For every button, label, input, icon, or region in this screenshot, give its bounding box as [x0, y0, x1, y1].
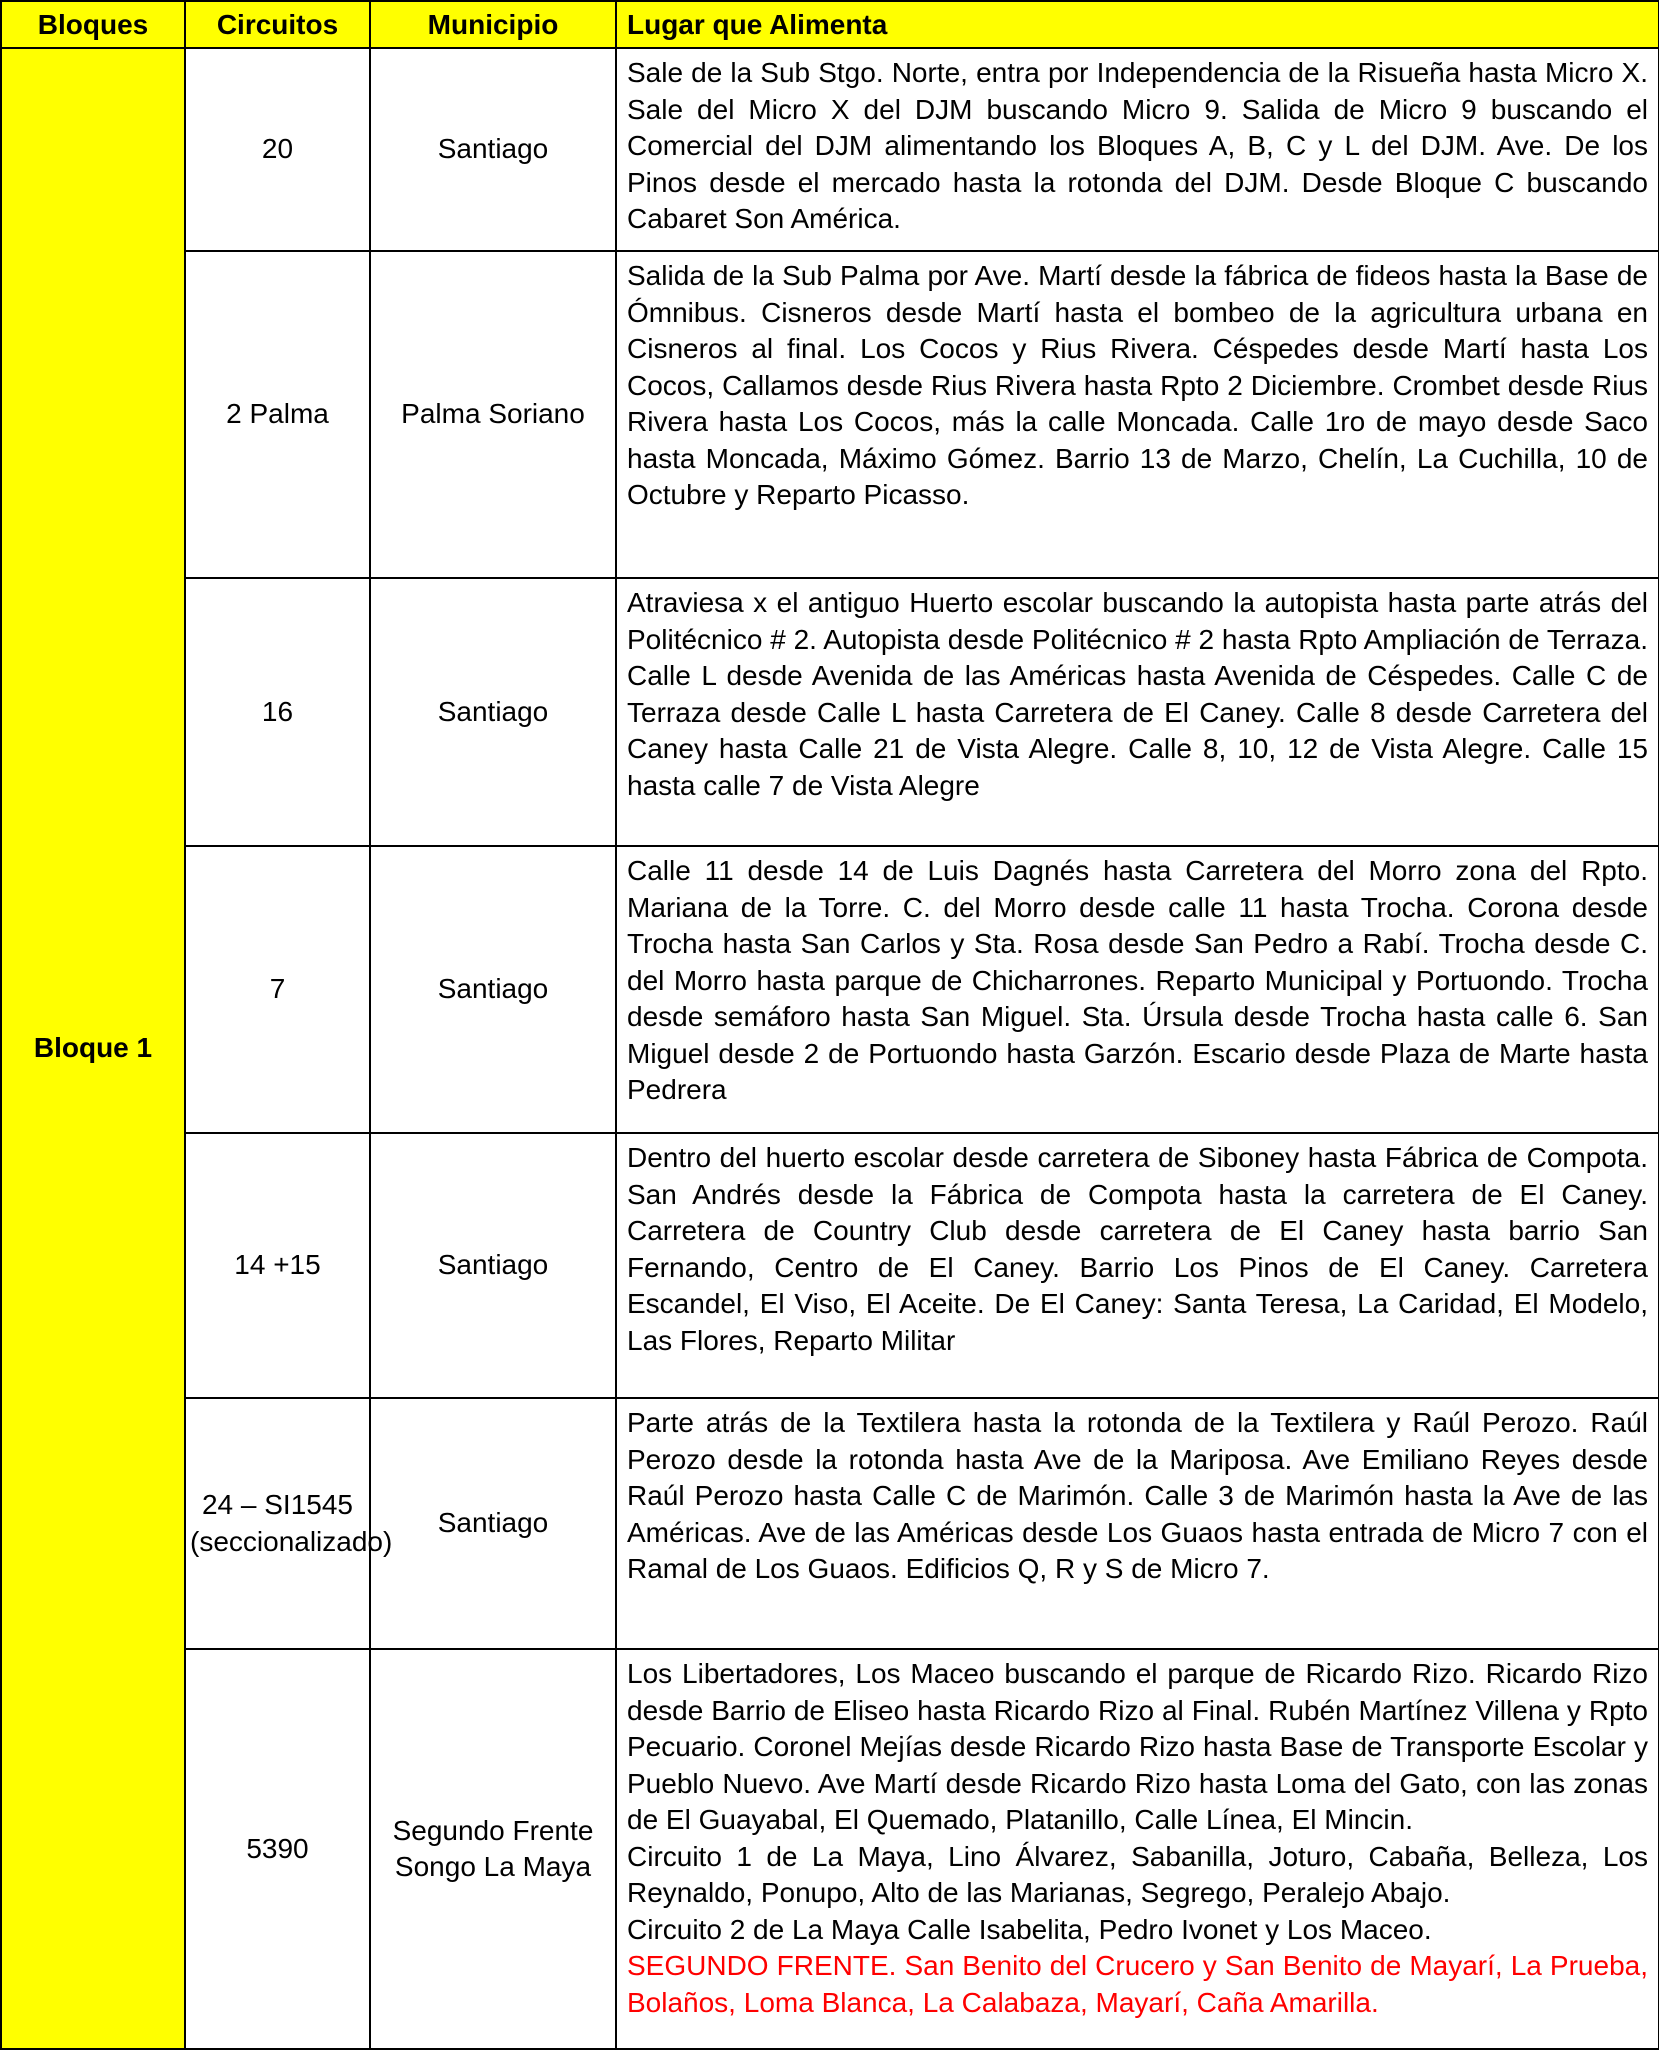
- bloque-cell: Bloque 1: [1, 48, 185, 2049]
- municipio-cell: Santiago: [370, 48, 616, 251]
- municipio-cell: Santiago: [370, 578, 616, 846]
- header-circuitos: Circuitos: [185, 1, 370, 48]
- lugar-cell: Salida de la Sub Palma por Ave. Martí desde la fábrica de fideos hasta la Base de Ómnibus. Cisneros desde Martí hasta el bombeo de la agricultura urbana en Cisneros al final. Los Cocos y Rius Rivera. Céspedes desde Martí hasta Los Cocos, Callamos desde Rius Rivera hasta Rpto 2 Diciembre. Crombet desde Rius Rivera hasta Los Cocos, más la calle Moncada. Calle 1ro de mayo desde Saco hasta Moncada, Máximo Gómez. Barrio 13 de Marzo, Chelín, La Cuchilla, 10 de Octubre y Reparto Picasso.: [616, 251, 1659, 578]
- circuito-cell: 20: [185, 48, 370, 251]
- lugar-cell: Atraviesa x el antiguo Huerto escolar buscando la autopista hasta parte atrás del Politécnico # 2. Autopista desde Politécnico # 2 hasta Rpto Ampliación de Terraza. Calle L desde Avenida de las Américas hasta Avenida de Céspedes. Calle C de Terraza desde Calle L hasta Carretera de El Caney. Calle 8 desde Carretera del Caney hasta Calle 21 de Vista Alegre. Calle 8, 10, 12 de Vista Alegre. Calle 15 hasta calle 7 de Vista Alegre: [616, 578, 1659, 846]
- header-lugar: Lugar que Alimenta: [616, 1, 1659, 48]
- table-row: [1, 1398, 1659, 1649]
- table-row: [1, 48, 1659, 251]
- lugar-cell: Parte atrás de la Textilera hasta la rotonda de la Textilera y Raúl Perozo. Raúl Perozo desde la rotonda hasta Ave de la Mariposa. Ave Emiliano Reyes desde Raúl Perozo hasta Calle C de Marimón. Calle 3 de Marimón hasta la Ave de las Américas. Ave de las Américas desde Los Guaos hasta entrada de Micro 7 con el Ramal de Los Guaos. Edificios Q, R y S de Micro 7.: [616, 1398, 1659, 1649]
- lugar-cell: Sale de la Sub Stgo. Norte, entra por Independencia de la Risueña hasta Micro X. Sale del Micro X del DJM buscando Micro 9. Salida de Micro 9 buscando el Comercial del DJM alimentando los Bloques A, B, C y L del DJM. Ave. De los Pinos desde el mercado hasta la rotonda del DJM. Desde Bloque C buscando Cabaret Son América.: [616, 48, 1659, 251]
- table-row: [1, 1649, 1659, 2049]
- lugar-paragraph: Circuito 2 de La Maya Calle Isabelita, Pedro Ivonet y Los Maceo.: [627, 1913, 1432, 1945]
- circuito-cell: 24 – SI1545 (seccionalizado): [185, 1398, 370, 1649]
- lugar-paragraph: Los Libertadores, Los Maceo buscando el parque de Ricardo Rizo. Ricardo Rizo desde Barrio de Eliseo hasta Ricardo Rizo al Final. Rubén Martínez Villena y Rpto Pecuario. Coronel Mejías desde Ricardo Rizo hasta Base de Transporte Escolar y Pueblo Nuevo. Ave Martí desde Ricardo Rizo hasta Loma del Gato, con las zonas de El Guayabal, El Quemado, Platanillo, Calle Línea, El Mincin.: [627, 1658, 1648, 1835]
- municipio-cell: Santiago: [370, 1133, 616, 1398]
- lugar-highlight: SEGUNDO FRENTE. San Benito del Crucero y San Benito de Mayarí, La Prueba, Bolaños, Loma Blanca, La Calabaza, Mayarí, Caña Amarilla.: [627, 1950, 1648, 2018]
- circuito-cell: 16: [185, 578, 370, 846]
- municipio-cell: Santiago: [370, 1398, 616, 1649]
- municipio-cell: Palma Soriano: [370, 251, 616, 578]
- municipio-cell: Santiago: [370, 846, 616, 1133]
- table-row: [1, 578, 1659, 846]
- header-municipio: Municipio: [370, 1, 616, 48]
- circuito-cell: 14 +15: [185, 1133, 370, 1398]
- header-bloques: Bloques: [1, 1, 185, 48]
- lugar-cell: Dentro del huerto escolar desde carretera de Siboney hasta Fábrica de Compota. San Andrés desde la Fábrica de Compota hasta la carretera de El Caney. Carretera de Country Club desde carretera de El Caney hasta barrio San Fernando, Centro de El Caney. Barrio Los Pinos de El Caney. Carretera Escandel, El Viso, El Aceite. De El Caney: Santa Teresa, La Caridad, El Modelo, Las Flores, Reparto Militar: [616, 1133, 1659, 1398]
- table-row: [1, 846, 1659, 1133]
- lugar-cell: [616, 1649, 1659, 2049]
- header-row: [1, 1, 1659, 48]
- circuito-cell: 7: [185, 846, 370, 1133]
- table-row: [1, 1133, 1659, 1398]
- lugar-cell: Calle 11 desde 14 de Luis Dagnés hasta Carretera del Morro zona del Rpto. Mariana de la Torre. C. del Morro desde calle 11 hasta Trocha. Corona desde Trocha hasta San Carlos y Sta. Rosa desde San Pedro a Rabí. Trocha desde C. del Morro hasta parque de Chicharrones. Reparto Municipal y Portuondo. Trocha desde semáforo hasta San Miguel. Sta. Úrsula desde Trocha hasta calle 6. San Miguel desde 2 de Portuondo hasta Garzón. Escario desde Plaza de Marte hasta Pedrera: [616, 846, 1659, 1133]
- circuito-cell: 2 Palma: [185, 251, 370, 578]
- circuito-cell: 5390: [185, 1649, 370, 2049]
- lugar-paragraph: Circuito 1 de La Maya, Lino Álvarez, Sabanilla, Joturo, Cabaña, Belleza, Los Reynaldo, Ponupo, Alto de las Marianas, Segrego, Peralejo Abajo.: [627, 1840, 1648, 1908]
- municipio-cell: Segundo Frente Songo La Maya: [370, 1649, 616, 2049]
- table-row: [1, 251, 1659, 578]
